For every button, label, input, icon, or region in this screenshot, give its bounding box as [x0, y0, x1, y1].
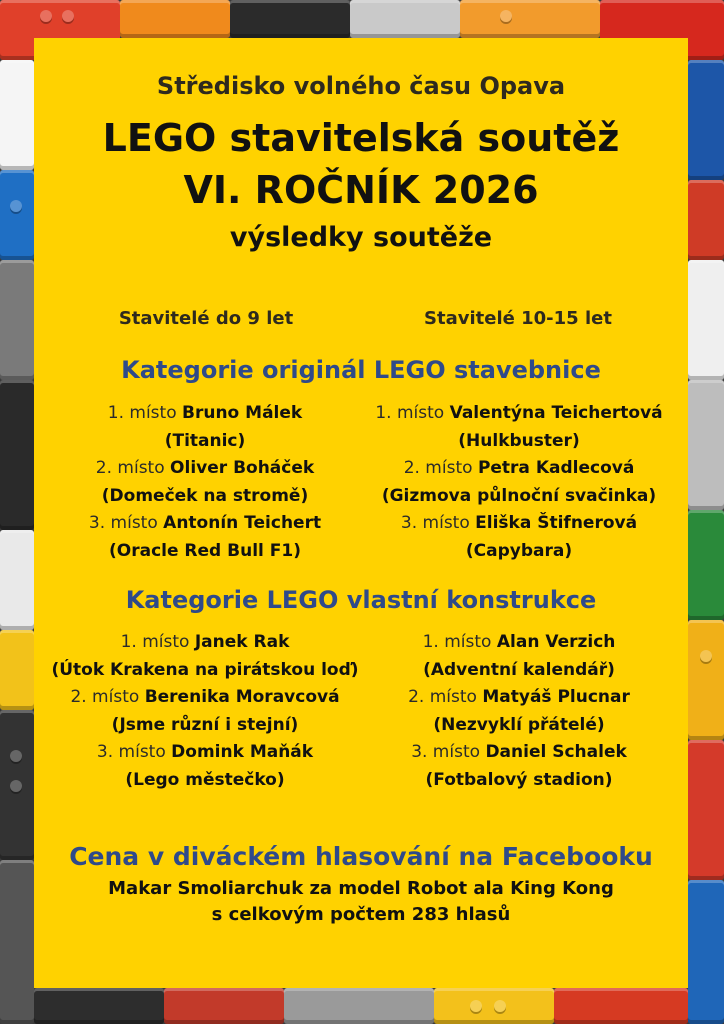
- lego-stud: [10, 200, 22, 212]
- winner-name: Daniel Schalek: [485, 742, 627, 763]
- audience-award-title: Cena v diváckém hlasování na Facebooku: [69, 842, 653, 871]
- audience-award-votes: s celkovým počtem 283 hlasů: [211, 904, 511, 925]
- lego-brick: [0, 60, 34, 170]
- result-entry: 3. místo Eliška Štifnerová: [400, 513, 638, 534]
- result-entry: 2. místo Oliver Boháček: [95, 458, 315, 479]
- lego-brick: [688, 60, 724, 180]
- lego-stud: [10, 780, 22, 792]
- result-entry: 3. místo Domink Maňák: [96, 742, 314, 763]
- lego-brick: [688, 180, 724, 260]
- lego-stud: [40, 10, 52, 22]
- winner-name: Janek Rak: [194, 632, 290, 652]
- category-title-custom: Kategorie LEGO vlastní konstrukce: [125, 586, 597, 614]
- result-entry: 2. místo Matyáš Plucnar: [408, 687, 630, 708]
- model-name: (Adventní kalendář): [423, 659, 615, 680]
- edition-title: VI. ROČNÍK 2026: [183, 168, 539, 212]
- model-name: (Fotbalový stadion): [425, 769, 613, 790]
- result-entry: 3. místo Antonín Teichert: [88, 513, 322, 534]
- winner-name: Valentýna Teichertová: [449, 403, 663, 423]
- winner-name: Petra Kadlecová: [477, 458, 635, 479]
- winner-name: Antonín Teichert: [163, 513, 322, 534]
- result-entry: 2. místo Berenika Moravcová: [70, 687, 340, 708]
- results-list-original-under-9: [34, 400, 376, 566]
- winner-name: Matyáš Plucnar: [482, 687, 630, 708]
- lego-brick: [34, 988, 164, 1024]
- result-entry: 1. místo Alan Verzich: [422, 632, 616, 652]
- winner-name: Alan Verzich: [496, 632, 616, 652]
- lego-stud: [10, 750, 22, 762]
- age-group-heading-under-9: Stavitelé do 9 let: [118, 308, 294, 329]
- lego-brick: [688, 880, 724, 1024]
- model-name: (Jsme různí i stejní): [111, 714, 299, 735]
- results-panel: [34, 38, 688, 988]
- model-name: (Gizmova půlnoční svačinka): [381, 485, 657, 506]
- model-name: (Útok Krakena na pirátskou loď): [51, 659, 359, 680]
- lego-stud: [62, 10, 74, 22]
- lego-brick: [554, 988, 688, 1024]
- model-name: (Titanic): [164, 430, 246, 451]
- result-entry: 1. místo Bruno Málek: [107, 403, 303, 423]
- lego-brick: [0, 260, 34, 380]
- lego-brick: [120, 0, 230, 38]
- lego-stud: [700, 650, 712, 662]
- category-title-original: Kategorie originál LEGO stavebnice: [121, 356, 601, 384]
- lego-brick: [688, 510, 724, 620]
- winner-name: Eliška Štifnerová: [475, 513, 638, 534]
- winner-name: Bruno Málek: [182, 403, 303, 423]
- audience-award-winner: Makar Smoliarchuk za model Robot ala King Kong: [108, 878, 614, 899]
- model-name: (Oracle Red Bull F1): [109, 540, 301, 561]
- model-name: (Capybara): [465, 540, 573, 561]
- lego-brick: [688, 620, 724, 740]
- model-name: (Nezvyklí přátelé): [433, 714, 605, 735]
- result-entry: 1. místo Janek Rak: [120, 632, 290, 652]
- results-list-custom-10-15: [360, 629, 678, 795]
- lego-stud: [470, 1000, 482, 1012]
- lego-brick: [284, 988, 434, 1024]
- winner-name: Oliver Boháček: [170, 458, 315, 479]
- lego-stud: [500, 10, 512, 22]
- lego-brick: [230, 0, 350, 38]
- model-name: (Hulkbuster): [458, 430, 580, 451]
- results-list-custom-under-9: [34, 629, 376, 795]
- lego-brick: [460, 0, 600, 38]
- winner-name: Domink Maňák: [171, 742, 314, 763]
- lego-brick: [0, 380, 34, 530]
- model-name: (Lego městečko): [125, 769, 285, 790]
- winner-name: Berenika Moravcová: [144, 687, 340, 708]
- competition-title: LEGO stavitelská soutěž: [102, 116, 620, 160]
- result-entry: 3. místo Daniel Schalek: [411, 742, 627, 763]
- lego-brick: [0, 860, 34, 1024]
- lego-brick: [688, 260, 724, 380]
- age-group-heading-10-15: Stavitelé 10-15 let: [424, 308, 612, 329]
- lego-stud: [494, 1000, 506, 1012]
- organization-name: Středisko volného času Opava: [156, 72, 566, 100]
- lego-brick: [688, 740, 724, 880]
- result-entry: 2. místo Petra Kadlecová: [403, 458, 635, 479]
- lego-brick: [164, 988, 284, 1024]
- results-list-original-10-15: [360, 400, 678, 566]
- lego-brick: [0, 530, 34, 630]
- lego-brick: [688, 380, 724, 510]
- lego-brick: [350, 0, 460, 38]
- result-entry: 1. místo Valentýna Teichertová: [375, 403, 663, 423]
- lego-brick: [0, 170, 34, 260]
- results-subtitle: výsledky soutěže: [229, 222, 493, 253]
- lego-brick: [0, 630, 34, 710]
- model-name: (Domeček na stromě): [101, 485, 309, 506]
